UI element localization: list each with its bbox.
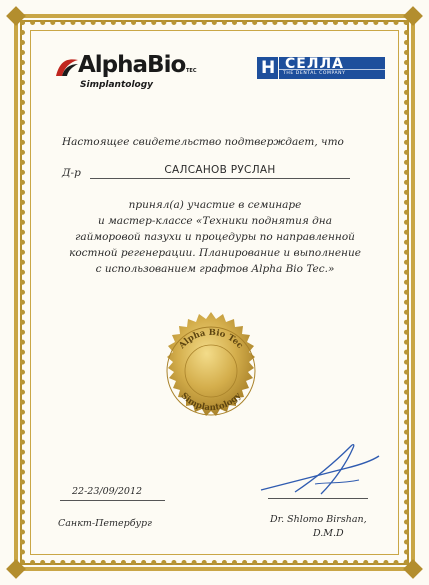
body-line: и мастер-классе «Техники поднятия дна <box>98 215 332 227</box>
signature-underline <box>268 498 368 499</box>
alpha-bio-wordmark: AlphaBio <box>78 52 186 78</box>
alpha-bio-logo <box>50 52 200 102</box>
cella-letter: H <box>261 58 276 78</box>
cella-letter-box <box>257 57 278 79</box>
signatory-degree: D.M.D <box>313 528 344 539</box>
certificate-date: 22-23/09/2012 <box>72 486 143 497</box>
seal-bottom-text: Simplantology <box>178 391 244 414</box>
name-underline <box>90 178 350 179</box>
certificate-body <box>50 197 380 277</box>
cella-wordmark: СЕЛЛА <box>285 56 344 72</box>
intro-text: Настоящее свидетельство подтверждает, что <box>62 136 344 148</box>
signatory-name: Dr. Shlomo Birshan, <box>270 514 367 525</box>
body-line: с использованием графтов Alpha Bio Tec.» <box>95 263 335 275</box>
alpha-bio-mark-icon <box>54 56 80 78</box>
recipient-name: САЛСАНОВ РУСЛАН <box>164 164 276 176</box>
dr-prefix: Д-р <box>62 167 81 179</box>
gold-seal-icon <box>150 310 272 432</box>
cella-logo <box>257 57 385 79</box>
cella-tagline: THE DENTAL COMPANY <box>283 71 346 76</box>
seal-top-text: Alpha Bio Tec <box>177 327 245 351</box>
signature-icon <box>255 440 385 500</box>
certificate-city: Санкт-Петербург <box>58 518 152 529</box>
body-line: гайморовой пазухи и процедуры по направленной <box>75 231 355 243</box>
alpha-bio-subtitle: Simplantology <box>80 80 154 90</box>
date-underline <box>60 500 165 501</box>
body-line: принял(а) участие в семинаре <box>128 199 302 211</box>
body-line: костной регенерации. Планирование и выполнение <box>69 247 361 259</box>
alpha-bio-tec: TEC <box>186 68 197 74</box>
